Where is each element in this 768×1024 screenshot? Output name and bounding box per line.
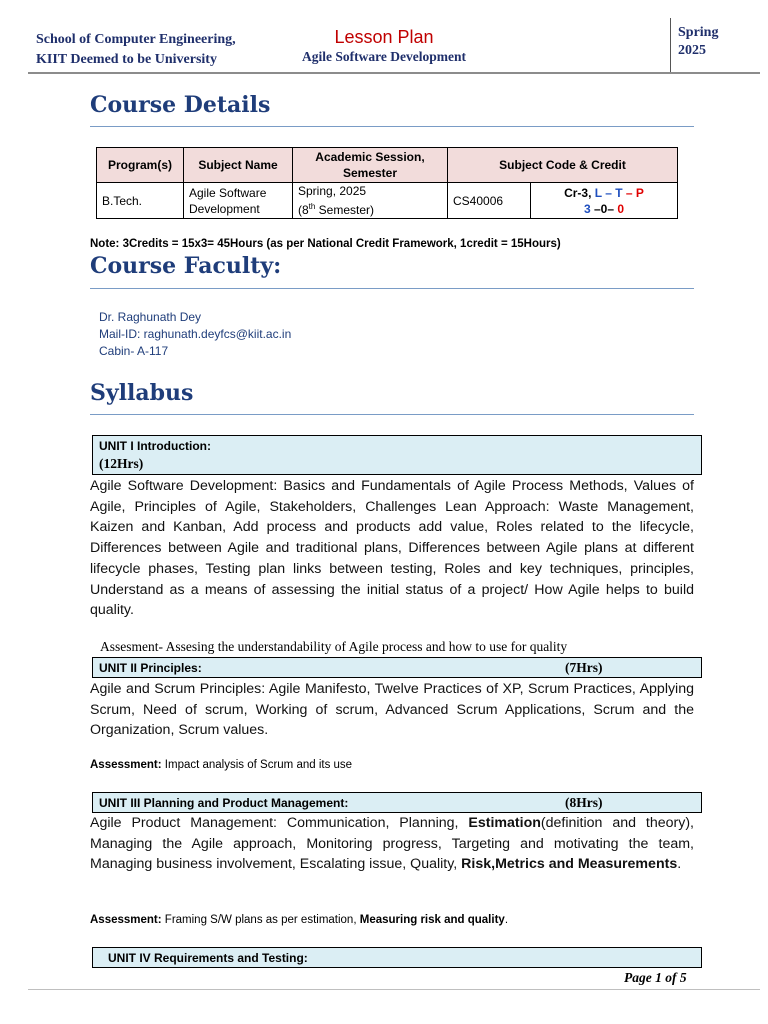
unit-1-assessment-label: Assesment- xyxy=(100,639,163,654)
unit-3-hours: (8Hrs) xyxy=(565,795,603,810)
unit-2-header xyxy=(92,657,702,678)
credit-value-P: 0 xyxy=(617,201,625,216)
unit-1-assessment-text: Assesing the understandability of Agile process and how to use for quality xyxy=(163,639,568,654)
cell-subject-code: CS40006 xyxy=(448,183,531,219)
faculty-mail[interactable]: Mail-ID: raghunath.deyfcs@kiit.ac.in xyxy=(99,327,292,341)
credit-sep-2: – xyxy=(622,185,636,200)
credit-L: L xyxy=(594,185,602,200)
unit-3-assessment xyxy=(90,914,508,926)
document-title-block xyxy=(284,26,484,66)
unit-3-body-bold-1: Estimation xyxy=(468,815,541,831)
unit-3-header xyxy=(92,792,702,813)
credit-line-1 xyxy=(536,185,672,201)
unit-3-title: UNIT III Planning and Product Management: xyxy=(99,796,349,810)
unit-2-body: Agile and Scrum Principles: Agile Manifesto, Twelve Practices of XP, Scrum Practices, Applying Scrum, Need of scrum, Working of scrum, Advanced Scrum Applications, Scrum and the Organization, Scrum values. xyxy=(90,681,694,739)
unit-3-body-bold-2: Risk,Metrics and Measurements xyxy=(461,856,678,873)
unit-4-header xyxy=(92,947,702,968)
course-details-table xyxy=(96,147,678,219)
unit-1-header xyxy=(92,435,702,475)
page-total: 5 xyxy=(679,970,687,985)
credit-T: T xyxy=(615,185,623,200)
faculty-info xyxy=(99,309,291,360)
page-current: 1 xyxy=(655,970,662,985)
credit-line-2 xyxy=(536,201,672,217)
footer-rule xyxy=(28,989,760,990)
unit-1-assessment xyxy=(100,639,567,655)
unit-3-assessment-bold: Measuring risk and quality xyxy=(359,914,505,926)
document-subtitle: Agile Software Development xyxy=(302,49,466,64)
table-header-row xyxy=(97,148,678,183)
unit-1-title: UNIT I Introduction: xyxy=(99,439,211,453)
credit-value-sep: –0– xyxy=(590,201,618,216)
term-label xyxy=(678,24,718,60)
unit-1-hours: (12Hrs) xyxy=(99,456,144,471)
cell-subject-name: Agile Software Development xyxy=(184,183,293,219)
semester-suffix: Semester) xyxy=(315,203,375,217)
page-of: of xyxy=(661,970,680,985)
term-season: Spring xyxy=(678,25,719,40)
cell-credit xyxy=(531,183,678,219)
course-details-rule xyxy=(90,126,694,127)
unit-3-body-part-2: (definition and theory), Managing the Agile approach, Monitoring progress, Targeting and motivating the team, Managing business involvement, Escalating issue, Quality, xyxy=(90,815,694,873)
unit-3-body-part-1: Agile Product Management: Communication, Planning, xyxy=(90,815,469,831)
header-program: Program(s) xyxy=(97,148,184,183)
unit-1-body: Agile Software Development: Basics and Fundamentals of Agile Process Methods, Values of Agile, Principles of Agile, Stakeholders, Challenges Lean Approach: Waste Management, Kaizen and Kanban, Add process and products add value, Roles related to the lifecycle, Differences between Agile and traditional plans, Differences between Agile plans at different lifecycle phases, Testing plan links between testing, Roles and key techniques, principles, Understand as a means of assessing the initial status of a project/ How Agile helps to build quality. xyxy=(90,478,694,619)
school-name xyxy=(36,30,236,70)
cell-program: B.Tech. xyxy=(97,183,184,219)
unit-3-assessment-text: Framing S/W plans as per estimation, xyxy=(161,914,360,926)
course-faculty-heading: Course Faculty: xyxy=(90,253,282,279)
school-line-1: School of Computer Engineering, xyxy=(36,32,236,47)
header-subject-name: Subject Name xyxy=(184,148,293,183)
unit-2-assessment-text: Impact analysis of Scrum and its use xyxy=(161,759,353,771)
document-title: Lesson Plan xyxy=(334,27,434,47)
credit-sep-1: – xyxy=(601,185,616,200)
unit-3-assessment-end: . xyxy=(504,914,509,926)
unit-3-body xyxy=(90,813,694,875)
credit-value-L: 3 xyxy=(583,201,591,216)
unit-3-assessment-label: Assessment: xyxy=(90,914,162,926)
faculty-name: Dr. Raghunath Dey xyxy=(99,310,202,324)
syllabus-heading: Syllabus xyxy=(90,380,194,406)
table-row xyxy=(97,183,678,219)
credit-P: P xyxy=(635,185,644,200)
session-line-1: Spring, 2025 xyxy=(298,184,367,198)
unit-2-title: UNIT II Principles: xyxy=(99,661,202,675)
course-details-heading: Course Details xyxy=(90,92,271,118)
semester-prefix: (8 xyxy=(298,203,309,217)
page-number xyxy=(624,970,687,986)
cell-session xyxy=(293,183,448,219)
header-subject-code-credit: Subject Code & Credit xyxy=(448,148,678,183)
school-line-2: KIIT Deemed to be University xyxy=(36,52,217,67)
session-line-2 xyxy=(298,199,442,218)
unit-3-body-part-3: . xyxy=(677,856,682,873)
page-prefix: Page xyxy=(624,970,656,985)
semester-sup: th xyxy=(308,202,316,211)
syllabus-rule xyxy=(90,414,694,415)
header-divider xyxy=(670,18,671,72)
faculty-cabin: Cabin- A-117 xyxy=(99,344,169,358)
header-academic-session: Academic Session, Semester xyxy=(293,148,448,183)
unit-2-assessment xyxy=(90,759,352,771)
header-rule xyxy=(28,72,760,74)
unit-2-assessment-label: Assessment: xyxy=(90,759,162,771)
term-year: 2025 xyxy=(678,43,706,58)
credit-note: Note: 3Credits = 15x3= 45Hours (as per National Credit Framework, 1credit = 15Hours) xyxy=(90,238,561,250)
course-faculty-rule xyxy=(90,288,694,289)
unit-2-hours: (7Hrs) xyxy=(565,660,603,675)
credit-prefix: Cr-3, xyxy=(564,185,595,200)
unit-4-title: UNIT IV Requirements and Testing: xyxy=(108,951,308,965)
